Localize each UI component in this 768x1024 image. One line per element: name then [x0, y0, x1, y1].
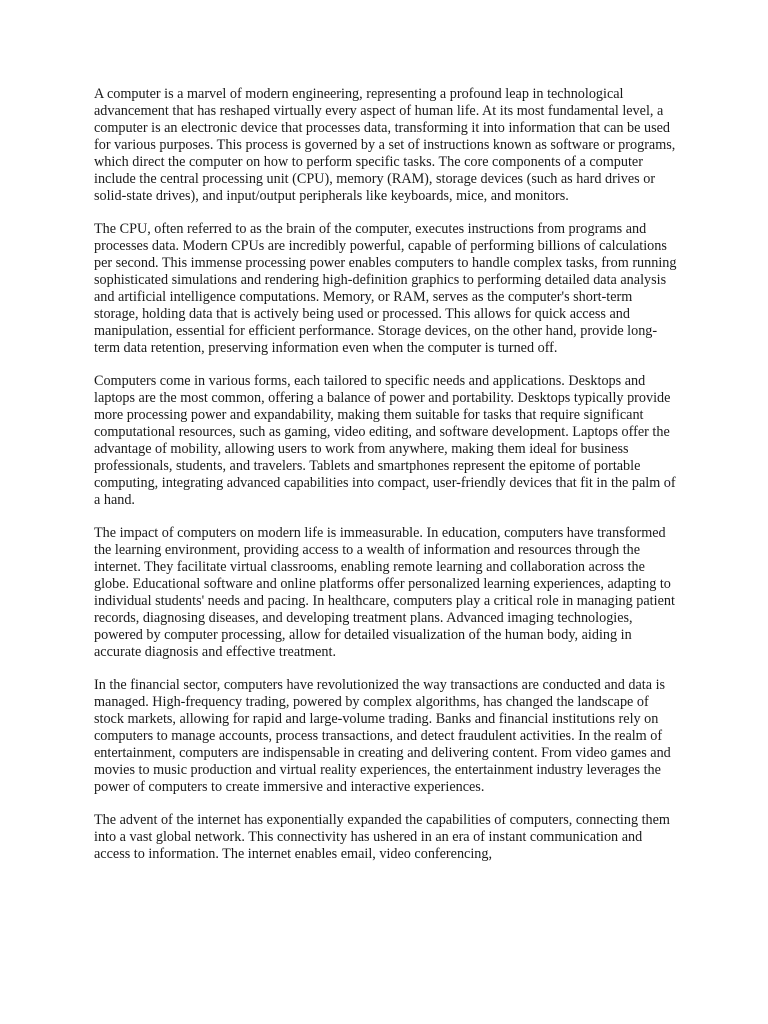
- paragraph-impact-education-healthcare: The impact of computers on modern life is immeasurable. In education, computers have transformed the learning environment, providing access to a wealth of information and resources through the internet. They facilitate virtual classrooms, enabling remote learning and collaboration across the globe. Educational software and online platforms offer personalized learning experiences, adapting to individual students' needs and pacing. In healthcare, computers play a critical role in managing patient records, diagnosing diseases, and developing treatment plans. Advanced imaging technologies, powered by computer processing, allow for detailed visualization of the human body, aiding in accurate diagnosis and effective treatment.: [94, 525, 675, 660]
- paragraph-computer-forms: Computers come in various forms, each tailored to specific needs and applications. Desktops and laptops are the most common, offering a balance of power and portability. Desktops typically provide more processing power and expandability, making them suitable for tasks that require significant computational resources, such as gaming, video editing, and software development. Laptops offer the advantage of mobility, allowing users to work from anywhere, making them ideal for business professionals, students, and travelers. Tablets and smartphones represent the epitome of portable computing, integrating advanced capabilities into compact, user-friendly devices that fit in the palm of a hand.: [94, 373, 676, 508]
- document-body: [94, 86, 678, 879]
- paragraph-computer-overview: A computer is a marvel of modern engineering, representing a profound leap in technological advancement that has reshaped virtually every aspect of human life. At its most fundamental level, a computer is an electronic device that processes data, transforming it into information that can be used for various purposes. This process is governed by a set of instructions known as software or programs, which direct the computer on how to perform specific tasks. The core components of a computer include the central processing unit (CPU), memory (RAM), storage devices (such as hard drives or solid-state drives), and input/output peripherals like keyboards, mice, and monitors.: [94, 86, 676, 204]
- paragraph-finance-entertainment: In the financial sector, computers have revolutionized the way transactions are conducted and data is managed. High-frequency trading, powered by complex algorithms, has changed the landscape of stock markets, allowing for rapid and large-volume trading. Banks and financial institutions rely on computers to manage accounts, process transactions, and detect fraudulent activities. In the realm of entertainment, computers are indispensable in creating and delivering content. From video games and movies to music production and virtual reality experiences, the entertainment industry leverages the power of computers to create immersive and interactive experiences.: [94, 677, 671, 795]
- paragraph-internet: The advent of the internet has exponentially expanded the capabilities of computers, connecting them into a vast global network. This connectivity has ushered in an era of instant communication and access to information. The internet enables email, video conferencing,: [94, 812, 670, 862]
- paragraph-cpu-memory: The CPU, often referred to as the brain of the computer, executes instructions from programs and processes data. Modern CPUs are incredibly powerful, capable of performing billions of calculations per second. This immense processing power enables computers to handle complex tasks, from running sophisticated simulations and rendering high-definition graphics to performing detailed data analysis and artificial intelligence computations. Memory, or RAM, serves as the computer's short-term storage, holding data that is actively being used or processed. This allows for quick access and manipulation, essential for efficient performance. Storage devices, on the other hand, provide long-term data retention, preserving information even when the computer is turned off.: [94, 221, 677, 356]
